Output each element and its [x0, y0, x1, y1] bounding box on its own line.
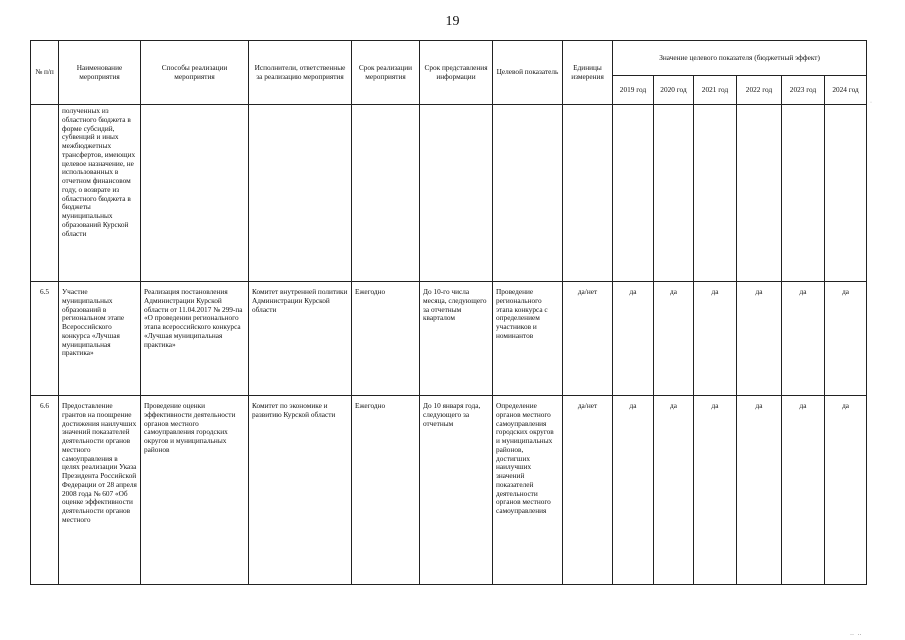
header-year: 2021 год [694, 76, 737, 105]
cell-year-value: да [694, 396, 737, 585]
header-term: Срок реализации мероприятия [352, 41, 420, 105]
cell-term [352, 105, 420, 282]
header-methods: Способы реализации мероприятия [141, 41, 249, 105]
table-row [31, 396, 867, 585]
cell-name: полученных из областного бюджета в форме субсидий, субвенций и иных межбюджетных трансфертов, имеющих целевое назначение, не использованных в отчетном финансовом году, о возврате из областного бюджета в бюджеты муниципальных образований Курской области [59, 105, 141, 282]
header-target: Целевой показатель [493, 41, 563, 105]
scan-speck: ‥ ‥ [850, 631, 863, 637]
header-report: Срок представления информации [420, 41, 493, 105]
cell-year-value: да [613, 396, 654, 585]
cell-year-value: да [654, 282, 694, 396]
header-year: 2023 год [782, 76, 825, 105]
header-year: 2020 год [654, 76, 694, 105]
cell-name: Предоставление грантов на поощрение достижения наилучших значений показателей деятельности органов местного самоуправления в целях реализации Указа Президента Российской Федерации от 28 апреля 2008 года № 607 «Об оценке эффективности деятельности органов местного [59, 396, 141, 585]
header-year: 2022 год [737, 76, 782, 105]
table-row [31, 282, 867, 396]
header-year: 2019 год [613, 76, 654, 105]
header-num: № п/п [31, 41, 59, 105]
cell-methods [141, 105, 249, 282]
cell-target [493, 105, 563, 282]
table-row [31, 105, 867, 282]
cell-year-value [782, 105, 825, 282]
cell-year-value: да [737, 282, 782, 396]
cell-target: Определение органов местного самоуправления городских округов и муниципальных районов, достигших наилучших значений показателей деятельности органов местного самоуправления [493, 396, 563, 585]
cell-year-value: да [825, 396, 867, 585]
cell-name: Участие муниципальных образований в региональном этапе Всероссийского конкурса «Лучшая муниципальная практика» [59, 282, 141, 396]
cell-year-value: да [654, 396, 694, 585]
cell-num [31, 105, 59, 282]
cell-year-value [825, 105, 867, 282]
cell-year-value: да [613, 282, 654, 396]
cell-methods: Проведение оценки эффективности деятельности органов местного самоуправления городских округов и муниципальных районов [141, 396, 249, 585]
cell-year-value [654, 105, 694, 282]
cell-year-value: да [782, 396, 825, 585]
cell-units [563, 105, 613, 282]
cell-num: 6.6 [31, 396, 59, 585]
cell-term: Ежегодно [352, 396, 420, 585]
header-name: Наименование мероприятия [59, 41, 141, 105]
scan-speck: · [870, 100, 873, 106]
cell-report: До 10-го числа месяца, следующего за отчетным кварталом [420, 282, 493, 396]
cell-year-value [737, 105, 782, 282]
cell-methods: Реализация постановления Администрации Курской области от 11.04.2017 № 299-па «О проведении регионального этапа всероссийского конкурса «Лучшая муниципальная практика» [141, 282, 249, 396]
cell-executors [249, 105, 352, 282]
page-number: 19 [445, 14, 460, 29]
cell-term: Ежегодно [352, 282, 420, 396]
cell-year-value: да [782, 282, 825, 396]
header-executors: Исполнители, ответственные за реализацию мероприятия [249, 41, 352, 105]
cell-executors: Комитет по экономике и развитию Курской области [249, 396, 352, 585]
cell-units: да/нет [563, 396, 613, 585]
cell-executors: Комитет внутренней политики Администрации Курской области [249, 282, 352, 396]
header-units: Единицы измерения [563, 41, 613, 105]
cell-year-value: да [825, 282, 867, 396]
header-row [31, 41, 867, 76]
cell-report [420, 105, 493, 282]
header-year: 2024 год [825, 76, 867, 105]
cell-year-value: да [694, 282, 737, 396]
cell-units: да/нет [563, 282, 613, 396]
cell-year-value [694, 105, 737, 282]
cell-target: Проведение регионального этапа конкурса с определением участников и номинантов [493, 282, 563, 396]
cell-year-value [613, 105, 654, 282]
cell-num: 6.5 [31, 282, 59, 396]
cell-report: До 10 января года, следующего за отчетным [420, 396, 493, 585]
header-value-group: Значение целевого показателя (бюджетный эффект) [613, 41, 867, 76]
target-indicators-table [30, 40, 867, 585]
cell-year-value: да [737, 396, 782, 585]
